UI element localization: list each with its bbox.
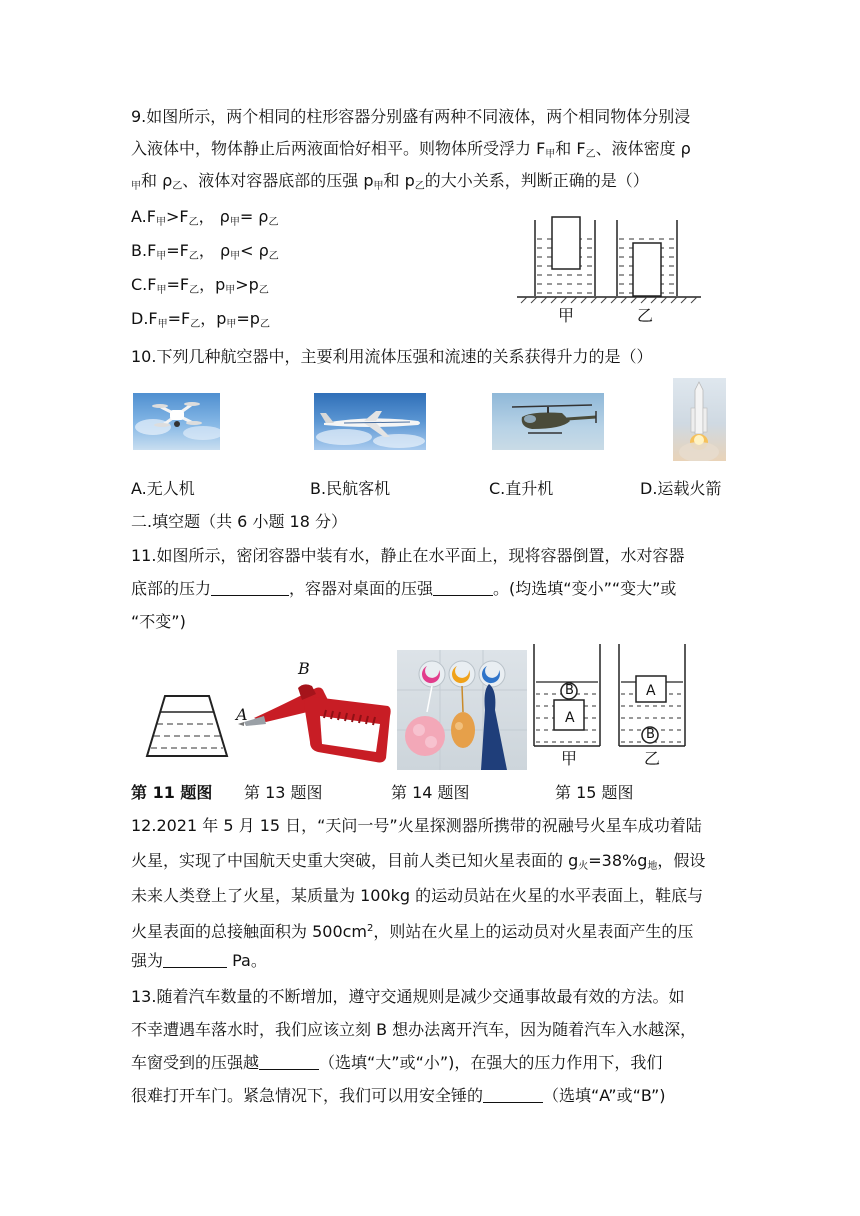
q12-blank <box>163 951 227 968</box>
q13-blank-2 <box>483 1086 543 1103</box>
q10-option-d: D.运载火箭 <box>640 479 722 498</box>
q13-blank-1 <box>259 1053 319 1070</box>
section-fill-in-heading: 二.填空题（共 6 小题 18 分） <box>131 512 347 531</box>
q9-option-b: $B.F_甲=F_乙$， $\rho_甲< \rho_乙$ <box>131 241 279 262</box>
q9-containers-diagram <box>515 215 705 330</box>
rocket-photo <box>673 378 726 461</box>
q11-line-3: “不变”) <box>131 612 186 631</box>
q12-line-3: 未来人类登上了火星，某质量为 100kg 的运动员站在火星的水平表面上，鞋底与 <box>131 886 704 905</box>
fig15-label-yi: 乙 <box>644 749 661 768</box>
caption-fig-14: 第 14 题图 <box>391 783 470 802</box>
q10-option-b: B.民航客机 <box>310 479 391 498</box>
q12-line-4: 火星表面的总接触面积为 $500cm^2$，则站在火星上的运动员对火星表面产生的压 <box>131 922 694 941</box>
q9-line-1: 9.如图所示，两个相同的柱形容器分别盛有两种不同液体，两个相同物体分别浸 <box>131 107 691 126</box>
q9-label-yi: 乙 <box>637 306 654 325</box>
caption-fig-11: 第 11 题图 <box>131 783 213 802</box>
fig15-beakers-diagram <box>530 642 700 750</box>
q11-blank-1 <box>211 579 289 596</box>
fig15-label-jia-ball: B <box>565 683 574 698</box>
q13-line-4: 很难打开车门。紧急情况下，我们可以用安全锤的 （选填“A”或“B”) <box>131 1086 666 1105</box>
q9-option-c: $C.F_甲=F_乙$，$p_甲>p_乙$ <box>131 275 269 296</box>
fig13-safety-hammer <box>236 660 392 772</box>
fig14-suction-hooks-photo <box>397 650 527 770</box>
q9-option-d: $D.F_甲=F_乙$，$p_甲=p_乙$ <box>131 309 270 330</box>
q13-line-2: 不幸遭遇车落水时，我们应该立刻 B 想办法离开汽车，因为随着汽车入水越深， <box>131 1020 697 1039</box>
fig15-label-yi-block: A <box>646 683 656 699</box>
q11-line-1: 11.如图所示，密闭容器中装有水，静止在水平面上，现将容器倒置，水对容器 <box>131 546 685 565</box>
q10-option-a: A.无人机 <box>131 479 195 498</box>
fig11-trapezoid-container <box>143 690 233 762</box>
q11-blank-2 <box>433 579 493 596</box>
helicopter-photo <box>492 393 604 450</box>
q9-option-a: $A.F_甲>F_乙$， $\rho_甲= \rho_乙$ <box>131 207 279 228</box>
hammer-label-b: B <box>298 659 310 678</box>
q10-option-c: C.直升机 <box>489 479 554 498</box>
fig15-label-jia: 甲 <box>561 749 578 768</box>
q13-line-1: 13.随着汽车数量的不断增加，遵守交通规则是减少交通事故最有效的方法。如 <box>131 987 685 1006</box>
q13-line-3: 车窗受到的压强越 （选填“大”或“小”)，在强大的压力作用下，我们 <box>131 1053 663 1072</box>
container-yi <box>617 220 677 296</box>
q12-line-5: 强为 Pa。 <box>131 951 267 970</box>
airliner-photo <box>314 393 426 450</box>
q9-line-3: $_甲$和 $\rho_乙$、液体对容器底部的压强 $p_甲$和 $p_乙$的大小关系，判断正确的是（） <box>131 171 649 192</box>
drone-photo <box>133 393 220 450</box>
q11-line-2: 底部的压力 ，容器对桌面的压强 。(均选填“变小”“变大”或 <box>131 579 677 598</box>
q10-stem: 10.下列几种航空器中，主要利用流体压强和流速的关系获得升力的是（） <box>131 347 653 366</box>
q9-line-2: 入液体中，物体静止后两液面恰好相平。则物体所受浮力 $F_甲$和 $F_乙$、液体密度 ρ <box>131 139 691 160</box>
caption-fig-15: 第 15 题图 <box>555 783 634 802</box>
caption-fig-13: 第 13 题图 <box>244 783 323 802</box>
container-jia <box>535 217 595 296</box>
fig15-label-jia-block: A <box>565 710 575 726</box>
q12-line-2: 火星，实现了中国航天史重大突破，目前人类已知火星表面的 $g_火=38\%g_地$，假设 <box>131 851 706 872</box>
hammer-label-a: A <box>236 705 248 724</box>
q12-line-1: 12.2021 年 5 月 15 日，“天问一号”火星探测器所携带的祝融号火星车成功着陆 <box>131 816 702 835</box>
q9-label-jia: 甲 <box>558 306 575 325</box>
fig15-label-yi-ball: B <box>646 727 655 742</box>
